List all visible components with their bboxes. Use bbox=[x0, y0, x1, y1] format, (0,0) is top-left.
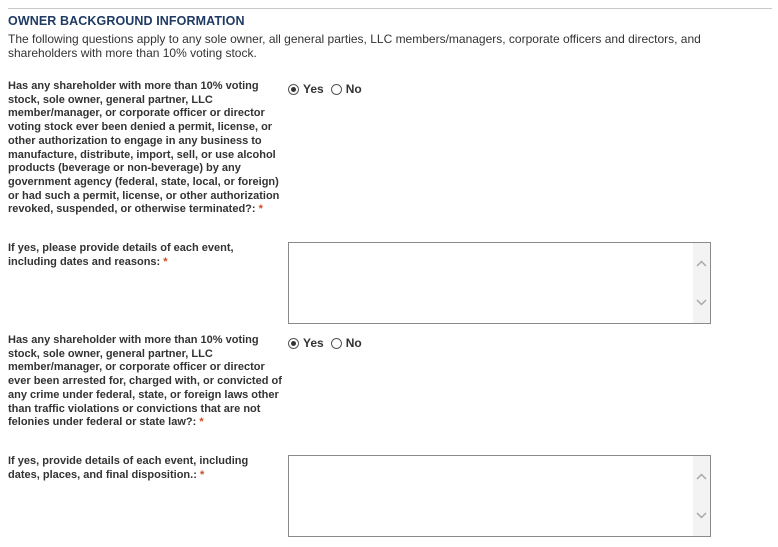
radio-yes-selected[interactable] bbox=[288, 84, 299, 95]
required-marker: * bbox=[258, 203, 263, 216]
question-2-radio-group bbox=[288, 336, 369, 350]
textarea-scrollbar[interactable] bbox=[693, 243, 710, 323]
details-2-text: If yes, provide details of each event, including dates, places, and final disposition.: bbox=[8, 455, 249, 481]
radio-no[interactable] bbox=[331, 84, 342, 95]
required-marker: * bbox=[199, 468, 205, 481]
option-no-label: No bbox=[345, 82, 362, 96]
chevron-up-icon[interactable] bbox=[693, 255, 710, 272]
section-title: OWNER BACKGROUND INFORMATION bbox=[8, 14, 245, 28]
question-2-text: Has any shareholder with more than 10% voting stock, sole owner, general partner, LLC member/manager, or corporate officer or director ever been arrested for, charged with, or convicted of any crime under federal, state, or foreign laws other than traffic violations or convictions that are not felonies under federal or state law?: bbox=[8, 334, 282, 429]
question-2-option-no[interactable] bbox=[331, 336, 362, 350]
option-yes-label: Yes bbox=[303, 336, 324, 350]
section-intro: The following questions apply to any sole owner, all general parties, LLC members/managers, corporate officers and directors, and shareholders with more than 10% voting stock. bbox=[8, 32, 701, 60]
question-2-details-textarea[interactable] bbox=[288, 455, 711, 537]
question-1-details-textarea[interactable] bbox=[288, 242, 711, 324]
question-2-option-yes[interactable] bbox=[288, 336, 324, 350]
question-1-label bbox=[8, 80, 290, 217]
details-1-text: If yes, please provide details of each event, including dates and reasons: bbox=[8, 242, 234, 268]
radio-yes-selected[interactable] bbox=[288, 338, 299, 349]
question-1-option-no[interactable] bbox=[331, 82, 362, 96]
required-marker: * bbox=[163, 255, 168, 268]
radio-no[interactable] bbox=[331, 338, 342, 349]
required-marker: * bbox=[199, 416, 204, 429]
option-yes-label: Yes bbox=[303, 82, 324, 96]
question-1-text: Has any shareholder with more than 10% voting stock, sole owner, general partner, LLC member/manager, or corporate officer or director voting stock ever been denied a permit, license, or other authorization to engage in any business to manufacture, distribute, import, sell, or use alcohol products (beverage or non-beverage) by any government agency (federal, state, local, or foreign) or had such a permit, license, or other authorization revoked, suspended, or otherwise terminated?: bbox=[8, 80, 280, 216]
textarea-scrollbar[interactable] bbox=[693, 456, 710, 536]
question-1-details-label bbox=[8, 242, 268, 269]
chevron-down-icon[interactable] bbox=[693, 294, 710, 311]
chevron-down-icon[interactable] bbox=[693, 507, 710, 524]
chevron-up-icon[interactable] bbox=[693, 468, 710, 485]
question-1-radio-group bbox=[288, 82, 369, 96]
question-1-option-yes[interactable] bbox=[288, 82, 324, 96]
top-divider bbox=[8, 8, 772, 9]
option-no-label: No bbox=[345, 336, 362, 350]
question-2-label bbox=[8, 334, 290, 430]
question-2-details-label bbox=[8, 455, 276, 482]
